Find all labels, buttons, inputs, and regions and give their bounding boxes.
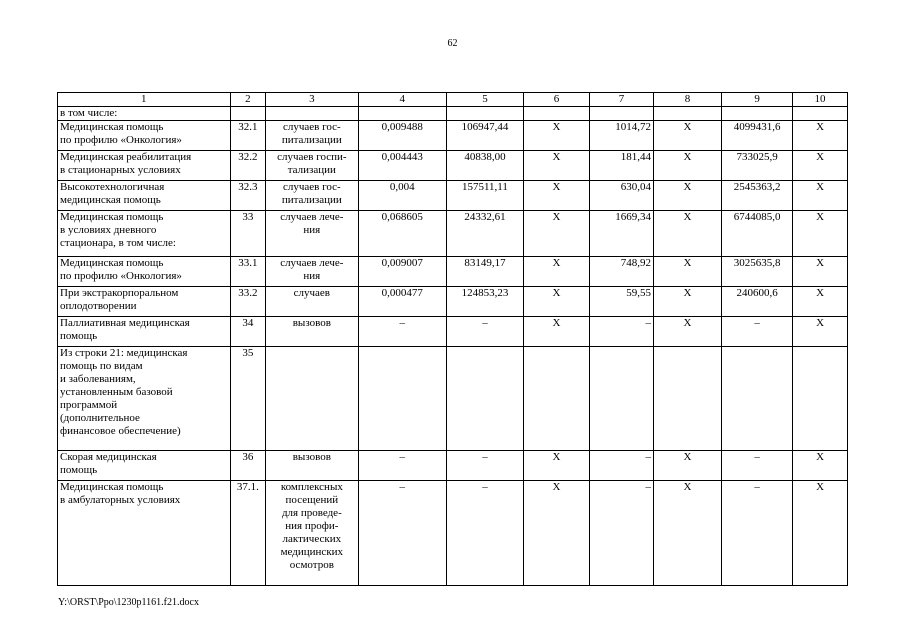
header-cell: 7 xyxy=(590,93,654,107)
row-number-cell: 33 xyxy=(230,211,266,257)
value-cell-7: 748,92 xyxy=(590,257,654,287)
cost-cell: 157511,11 xyxy=(446,181,523,211)
header-cell: 2 xyxy=(230,93,266,107)
value-cell-10: Х xyxy=(793,151,848,181)
cost-cell: 106947,44 xyxy=(446,121,523,151)
table-row xyxy=(58,211,848,257)
empty-cell xyxy=(266,107,358,121)
value-cell-6: Х xyxy=(524,257,590,287)
table-row xyxy=(58,151,848,181)
row-number-cell: 33.2 xyxy=(230,287,266,317)
cost-cell: 40838,00 xyxy=(446,151,523,181)
page-number: 62 xyxy=(447,38,458,49)
value-cell-10: Х xyxy=(793,181,848,211)
value-cell-10: Х xyxy=(793,481,848,586)
standard-cell: 0,009488 xyxy=(358,121,446,151)
standard-cell: 0,009007 xyxy=(358,257,446,287)
unit-cell: вызовов xyxy=(266,317,358,347)
value-cell-10: Х xyxy=(793,121,848,151)
value-cell-7: 1014,72 xyxy=(590,121,654,151)
row-name-cell: Высокотехнологичная медицинская помощь xyxy=(58,181,231,211)
header-row xyxy=(58,93,848,107)
row-name-cell: Медицинская помощь в амбулаторных условиях xyxy=(58,481,231,586)
value-cell-8: Х xyxy=(654,181,722,211)
value-cell-9: 240600,6 xyxy=(722,287,793,317)
unit-cell: случаев гос- питализации xyxy=(266,181,358,211)
value-cell-6: Х xyxy=(524,451,590,481)
header-cell: 8 xyxy=(654,93,722,107)
standard-cell: 0,004443 xyxy=(358,151,446,181)
value-cell-9: 733025,9 xyxy=(722,151,793,181)
unit-cell: случаев лече- ния xyxy=(266,257,358,287)
row-name-cell: Медицинская помощь по профилю «Онкология» xyxy=(58,257,231,287)
header-cell: 6 xyxy=(524,93,590,107)
data-table xyxy=(57,92,848,586)
empty-cell xyxy=(524,107,590,121)
header-cell: 4 xyxy=(358,93,446,107)
value-cell-7: 630,04 xyxy=(590,181,654,211)
unit-cell: комплексных посещений для проведе- ния профи- лактических медицинских осмотров xyxy=(266,481,358,586)
subheader-row xyxy=(58,107,848,121)
table-row xyxy=(58,481,848,586)
value-cell-6: Х xyxy=(524,181,590,211)
value-cell-10: Х xyxy=(793,257,848,287)
value-cell-10: Х xyxy=(793,317,848,347)
row-number-cell: 34 xyxy=(230,317,266,347)
value-cell-9 xyxy=(722,347,793,451)
row-number-cell: 35 xyxy=(230,347,266,451)
row-name-cell: Медицинская помощь по профилю «Онкология» xyxy=(58,121,231,151)
cost-cell: 83149,17 xyxy=(446,257,523,287)
value-cell-9: – xyxy=(722,481,793,586)
value-cell-9: – xyxy=(722,317,793,347)
row-number-cell: 33.1 xyxy=(230,257,266,287)
empty-cell xyxy=(446,107,523,121)
value-cell-7 xyxy=(590,347,654,451)
row-name-cell: Паллиативная медицинская помощь xyxy=(58,317,231,347)
standard-cell: 0,068605 xyxy=(358,211,446,257)
unit-cell: случаев гос- питализации xyxy=(266,121,358,151)
header-cell: 5 xyxy=(446,93,523,107)
value-cell-6: Х xyxy=(524,481,590,586)
cost-cell: 124853,23 xyxy=(446,287,523,317)
table-row xyxy=(58,257,848,287)
unit-cell: случаев госпи- тализации xyxy=(266,151,358,181)
standard-cell: 0,004 xyxy=(358,181,446,211)
table-row xyxy=(58,451,848,481)
value-cell-10: Х xyxy=(793,451,848,481)
row-name-cell: При экстракорпоральном оплодотворении xyxy=(58,287,231,317)
header-cell: 1 xyxy=(58,93,231,107)
unit-cell: случаев xyxy=(266,287,358,317)
table-row xyxy=(58,181,848,211)
cost-cell: – xyxy=(446,451,523,481)
value-cell-9: – xyxy=(722,451,793,481)
value-cell-9: 3025635,8 xyxy=(722,257,793,287)
value-cell-10: Х xyxy=(793,287,848,317)
value-cell-6: Х xyxy=(524,317,590,347)
value-cell-8: Х xyxy=(654,151,722,181)
value-cell-6 xyxy=(524,347,590,451)
value-cell-9: 4099431,6 xyxy=(722,121,793,151)
cost-cell: – xyxy=(446,481,523,586)
value-cell-8: Х xyxy=(654,481,722,586)
value-cell-10: Х xyxy=(793,211,848,257)
empty-cell xyxy=(722,107,793,121)
row-name-cell: Медицинская реабилитация в стационарных условиях xyxy=(58,151,231,181)
empty-cell xyxy=(793,107,848,121)
value-cell-6: Х xyxy=(524,211,590,257)
standard-cell xyxy=(358,347,446,451)
table-row xyxy=(58,287,848,317)
table-row xyxy=(58,317,848,347)
value-cell-9: 2545363,2 xyxy=(722,181,793,211)
value-cell-6: Х xyxy=(524,151,590,181)
row-number-cell: 37.1. xyxy=(230,481,266,586)
empty-cell xyxy=(654,107,722,121)
cost-cell: – xyxy=(446,317,523,347)
header-cell: 10 xyxy=(793,93,848,107)
empty-cell xyxy=(358,107,446,121)
header-cell: 3 xyxy=(266,93,358,107)
row-number-cell: 32.3 xyxy=(230,181,266,211)
subheader-cell: в том числе: xyxy=(58,107,231,121)
value-cell-6: Х xyxy=(524,121,590,151)
unit-cell: случаев лече- ния xyxy=(266,211,358,257)
value-cell-8 xyxy=(654,347,722,451)
row-name-cell: Из строки 21: медицинская помощь по видам и заболеваниям, установленным базовой программой (дополнительное финансовое обеспечение) xyxy=(58,347,231,451)
header-cell: 9 xyxy=(722,93,793,107)
value-cell-7: – xyxy=(590,317,654,347)
value-cell-8: Х xyxy=(654,211,722,257)
cost-cell xyxy=(446,347,523,451)
unit-cell xyxy=(266,347,358,451)
value-cell-10 xyxy=(793,347,848,451)
value-cell-9: 6744085,0 xyxy=(722,211,793,257)
cost-cell: 24332,61 xyxy=(446,211,523,257)
value-cell-8: Х xyxy=(654,317,722,347)
row-number-cell: 32.1 xyxy=(230,121,266,151)
footer-file-path: Y:\ORST\Ppo\1230p1161.f21.docx xyxy=(58,597,199,608)
value-cell-8: Х xyxy=(654,287,722,317)
row-name-cell: Скорая медицинская помощь xyxy=(58,451,231,481)
value-cell-8: Х xyxy=(654,121,722,151)
standard-cell: 0,000477 xyxy=(358,287,446,317)
value-cell-7: 59,55 xyxy=(590,287,654,317)
value-cell-7: 1669,34 xyxy=(590,211,654,257)
value-cell-8: Х xyxy=(654,451,722,481)
standard-cell: – xyxy=(358,451,446,481)
standard-cell: – xyxy=(358,481,446,586)
table-row xyxy=(58,121,848,151)
empty-cell xyxy=(590,107,654,121)
table-row xyxy=(58,347,848,451)
value-cell-7: 181,44 xyxy=(590,151,654,181)
unit-cell: вызовов xyxy=(266,451,358,481)
row-name-cell: Медицинская помощь в условиях дневного стационара, в том числе: xyxy=(58,211,231,257)
standard-cell: – xyxy=(358,317,446,347)
value-cell-8: Х xyxy=(654,257,722,287)
value-cell-6: Х xyxy=(524,287,590,317)
value-cell-7: – xyxy=(590,481,654,586)
row-number-cell: 36 xyxy=(230,451,266,481)
value-cell-7: – xyxy=(590,451,654,481)
row-number-cell: 32.2 xyxy=(230,151,266,181)
empty-cell xyxy=(230,107,266,121)
